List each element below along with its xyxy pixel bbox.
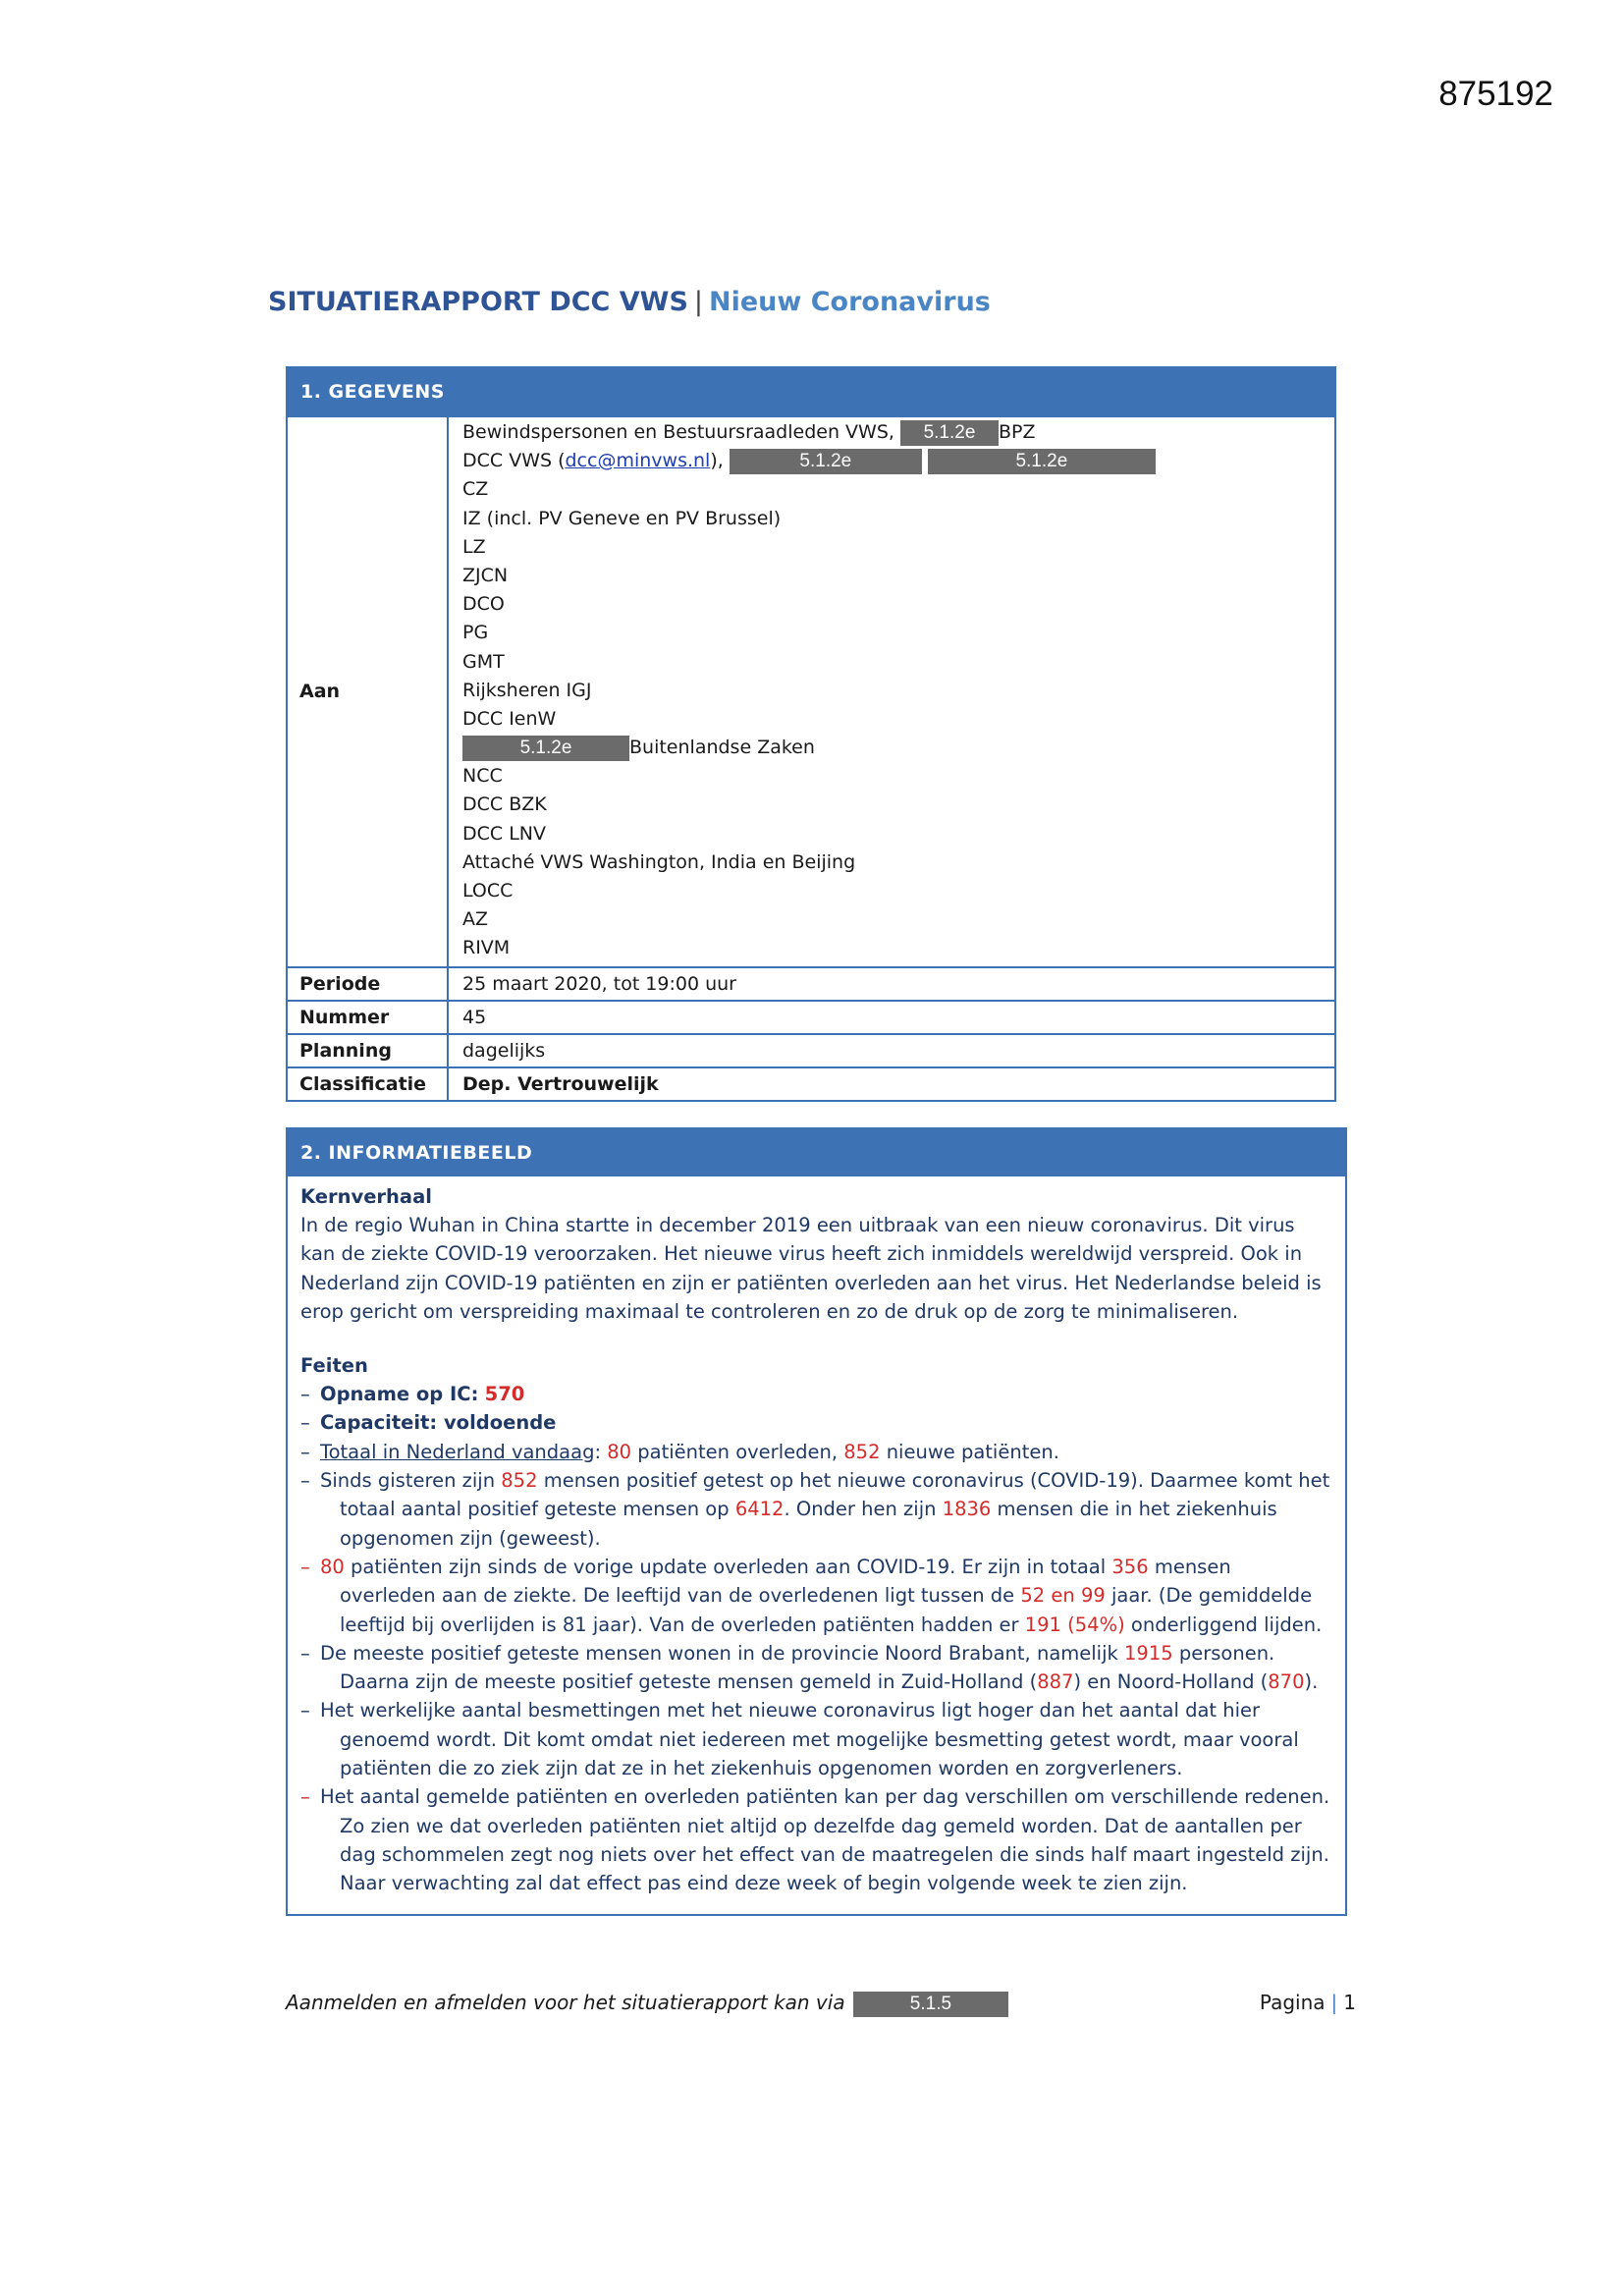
page-title — [268, 287, 991, 317]
fact-number: 887 — [1037, 1670, 1074, 1694]
recipient-line: LZ — [462, 535, 486, 558]
recipient-text: BPZ — [998, 421, 1036, 443]
title-separator: | — [693, 287, 703, 317]
kernverhaal-text: In de regio Wuhan in China startte in december 2019 een uitbraak van een nieuw coronavirus. Dit virus kan de ziekte COVID-19 veroorzaken. Het nieuwe virus heeft zich inmiddels wereldwijd verspreid. Ook in Nederland zijn COVID-19 patiënten en zijn er patiënten overleden aan het virus. Het Nederlandse beleid is erop gericht om verspreiding maximaal te controleren en zo de druk op de zorg te minimaliseren. — [300, 1214, 1322, 1323]
fact-text: Sinds gisteren zijn — [320, 1469, 496, 1493]
fact-text: ). — [1304, 1670, 1319, 1694]
fact-text: mensen positief getest op het nieuwe coronavirus (COVID-19). Daarmee komt het totaal aantal positief geteste mensen op — [340, 1469, 1330, 1521]
redaction-block: 5.1.2e — [928, 449, 1156, 474]
fact-label: Capaciteit: voldoende — [320, 1411, 557, 1435]
bullet-dash: – — [300, 1469, 310, 1493]
fact-label: Opname op IC: — [320, 1383, 479, 1406]
recipient-line: GMT — [462, 650, 505, 673]
fact-text: Het aantal gemelde patiënten en overleden patiënten kan per dag verschillen om verschillende redenen. Zo zien we dat overleden patiënten niet altijd op dezelfde dag gemeld worden. Dat de aantallen per dag schommelen zegt nog niets over het effect van de maatregelen die sinds half maart ingesteld zijn. Naar verwachting zal dat effect pas eind deze week of begin volgende week te zien zijn. — [320, 1785, 1330, 1895]
fact-text: personen. Daarna zijn de meeste positief geteste mensen gemeld in Zuid-Holland ( — [340, 1641, 1275, 1694]
recipient-line: DCC IenW — [462, 707, 557, 730]
fact-text: patiënten overleden, — [637, 1440, 839, 1463]
bullet-dash: – — [300, 1699, 310, 1722]
redaction-block: 5.1.2e — [462, 736, 629, 761]
fact-item-ic — [300, 1380, 1331, 1408]
periode-value: 25 maart 2020, tot 19:00 uur — [462, 972, 736, 995]
fact-text: ) en Noord-Holland ( — [1073, 1670, 1269, 1694]
fact-item-reporting-note — [300, 1782, 1331, 1897]
section-informatiebeeld — [286, 1127, 1347, 1916]
fact-number: 852 — [843, 1440, 881, 1463]
planning-value: dagelijks — [462, 1039, 546, 1062]
fact-label: Totaal in Nederland vandaag — [320, 1440, 595, 1463]
redaction-block: 5.1.5 — [853, 1992, 1008, 2017]
bullet-dash: – — [300, 1440, 310, 1463]
recipient-line: DCC BZK — [462, 793, 547, 816]
recipient-line — [462, 418, 1334, 447]
recipient-text: Bewindspersonen en Bestuursraadleden VWS, — [462, 421, 894, 443]
redaction-block: 5.1.2e — [900, 420, 999, 446]
recipient-text: Buitenlandse Zaken — [629, 737, 815, 759]
fact-number: 80 — [607, 1440, 632, 1463]
page-footer — [286, 1987, 1356, 2020]
bullet-dash: – — [300, 1641, 310, 1665]
bullet-dash: – — [300, 1411, 310, 1435]
nummer-label: Nummer — [288, 1002, 449, 1033]
fact-text: patiënten zijn sinds de vorige update overleden aan COVID-19. Er zijn in totaal — [351, 1555, 1107, 1578]
fact-text: De meeste positief geteste mensen wonen in de provincie Noord Brabant, namelijk — [320, 1641, 1118, 1665]
fact-number: 852 — [501, 1469, 538, 1493]
fact-item-deaths — [300, 1553, 1331, 1639]
fact-number: 356 — [1111, 1555, 1149, 1578]
email-link[interactable]: dcc@minvws.nl — [565, 450, 711, 472]
page-number-value: 1 — [1343, 1991, 1356, 2014]
recipient-line: IZ (incl. PV Geneve en PV Brussel) — [462, 507, 782, 529]
page-number — [1260, 1991, 1356, 2014]
recipient-line: DCC LNV — [462, 822, 546, 845]
row-periode — [288, 966, 1334, 1000]
fact-text: mensen overleden aan de ziekte. De leeftijd van de overledenen ligt tussen de — [340, 1555, 1231, 1608]
fact-text: onderliggend lijden. — [1130, 1613, 1323, 1636]
page-label: Pagina — [1259, 1991, 1326, 2014]
classificatie-value: Dep. Vertrouwelijk — [462, 1072, 659, 1095]
title-main: SITUATIERAPPORT DCC VWS — [268, 287, 688, 317]
fact-text: nieuwe patiënten. — [886, 1440, 1059, 1463]
fact-item-infections-note — [300, 1696, 1331, 1782]
classificatie-label: Classificatie — [288, 1068, 449, 1100]
fact-item-positive-tests — [300, 1466, 1331, 1553]
bullet-dash: – — [300, 1383, 310, 1406]
row-nummer — [288, 1000, 1334, 1033]
row-planning — [288, 1033, 1334, 1066]
fact-text: : — [594, 1440, 602, 1463]
section-informatiebeeld-body — [288, 1176, 1345, 1898]
redaction-block: 5.1.2e — [730, 449, 922, 474]
title-subtitle: Nieuw Coronavirus — [709, 287, 991, 317]
fact-item-today — [300, 1438, 1331, 1466]
footer-note — [286, 1991, 1008, 2017]
kernverhaal-heading: Kernverhaal — [300, 1185, 432, 1208]
section-informatiebeeld-header: 2. INFORMATIEBEELD — [288, 1129, 1345, 1176]
fact-text: Het werkelijke aantal besmettingen met het nieuwe coronavirus ligt hoger dan het aantal dat hier genoemd wordt. Dit komt omdat niet iedereen met mogelijke besmetting getest wordt, maar vooral patiënten die zo ziek zijn dat ze in het ziekenhuis opgenomen worden en zorgverleners. — [320, 1699, 1299, 1780]
fact-text: . Onder hen zijn — [784, 1498, 937, 1521]
recipient-line — [462, 734, 1334, 762]
planning-label: Planning — [288, 1035, 449, 1066]
row-aan — [288, 415, 1334, 966]
footer-note-text: Aanmelden en afmelden voor het situatierapport kan via — [286, 1991, 845, 2014]
fact-number: 80 — [320, 1555, 345, 1578]
section-gegevens-header: 1. GEGEVENS — [288, 368, 1334, 415]
recipient-text: DCC VWS ( — [462, 450, 566, 472]
row-classificatie — [288, 1066, 1334, 1100]
fact-item-capacity — [300, 1408, 1331, 1437]
fact-number: 1836 — [942, 1498, 992, 1521]
bullet-dash: – — [300, 1555, 310, 1578]
recipient-line: AZ — [462, 908, 489, 931]
feiten-heading: Feiten — [300, 1354, 368, 1378]
fact-number: 1915 — [1124, 1641, 1173, 1665]
periode-label: Periode — [288, 968, 449, 1000]
fact-number: 870 — [1268, 1670, 1305, 1694]
nummer-value: 45 — [462, 1006, 487, 1028]
bullet-dash: – — [300, 1785, 310, 1809]
aan-recipients — [449, 417, 1334, 966]
recipient-line: Attaché VWS Washington, India en Beijing — [462, 850, 856, 873]
fact-item-provinces — [300, 1639, 1331, 1697]
section-gegevens — [286, 366, 1336, 1102]
recipient-line: Rijksheren IGJ — [462, 679, 592, 701]
recipient-line: RIVM — [462, 937, 511, 959]
fact-number: 570 — [484, 1383, 525, 1406]
recipient-line: ZJCN — [462, 564, 509, 586]
fact-text: mensen die in het ziekenhuis opgenomen zijn (geweest). — [340, 1498, 1277, 1550]
fact-number: 191 (54%) — [1024, 1613, 1125, 1636]
aan-label: Aan — [288, 417, 449, 966]
fact-text: jaar. (De gemiddelde leeftijd bij overlijden is 81 jaar). Van de overleden patiënten hadden er — [340, 1584, 1313, 1636]
recipient-line: NCC — [462, 765, 503, 788]
fact-number: 6412 — [734, 1498, 785, 1521]
recipient-line: LOCC — [462, 880, 514, 902]
fact-number: 52 en 99 — [1020, 1584, 1106, 1608]
document-id: 875192 — [1438, 75, 1553, 113]
recipient-line: PG — [462, 622, 489, 644]
page-separator: | — [1330, 1991, 1338, 2014]
recipient-line: DCO — [462, 593, 505, 616]
recipient-text: ), — [710, 450, 724, 472]
recipient-line: CZ — [462, 478, 489, 501]
recipient-line — [462, 447, 1334, 475]
